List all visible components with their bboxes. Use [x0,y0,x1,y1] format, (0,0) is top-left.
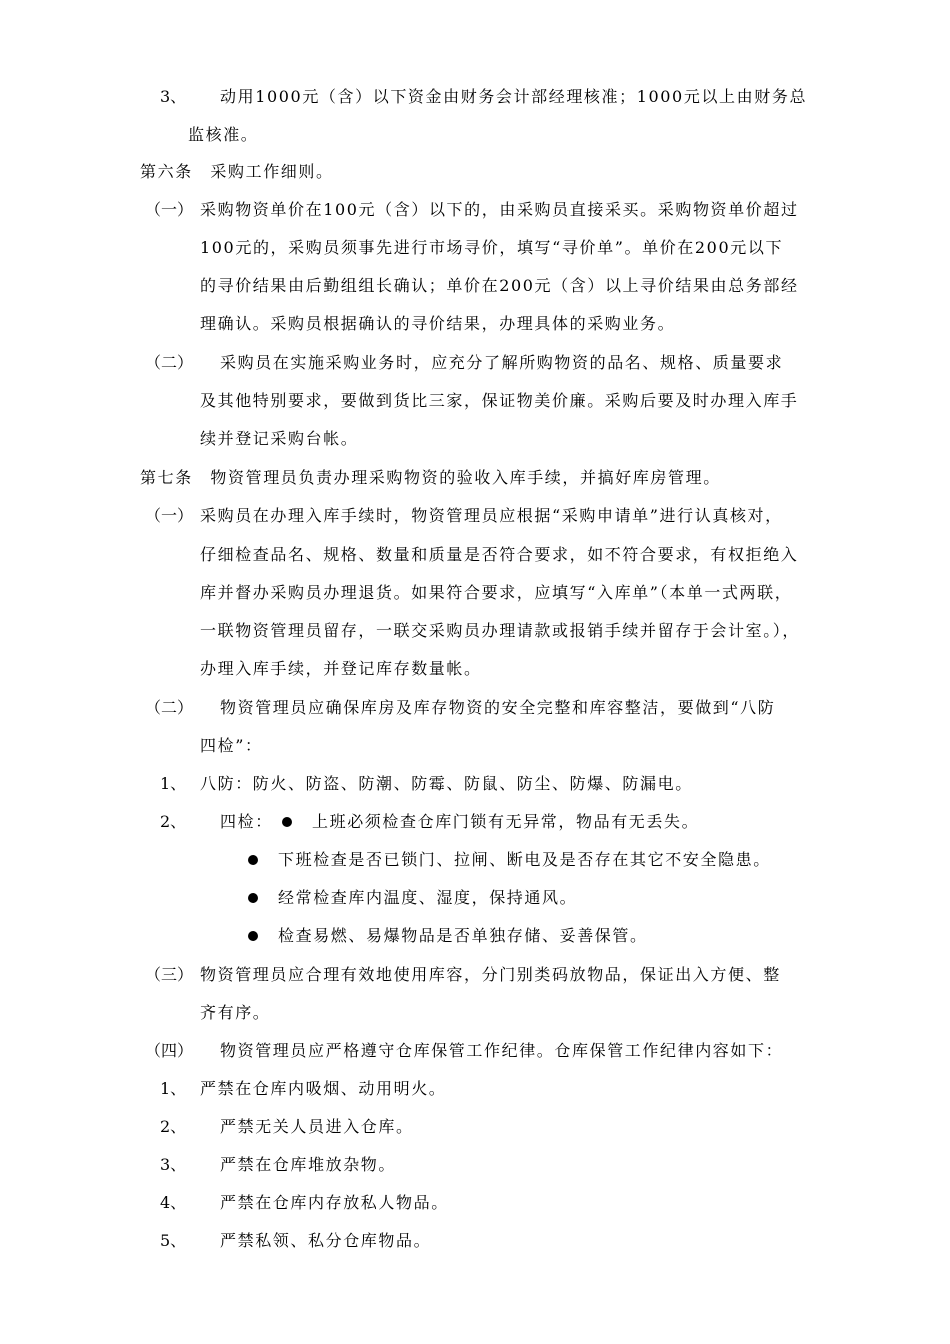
paragraph-line: 续并登记采购台帐。 [200,429,359,448]
rule-text: 严禁无关人员进入仓库。 [220,1117,414,1136]
checklist-label: 四检： [220,812,273,831]
paragraph-line: 的寻价结果由后勤组组长确认；单价在200元（含）以上寻价结果由总务部经 [200,276,799,295]
paragraph-line: 八防：防火、防盗、防潮、防霉、防鼠、防尘、防爆、防漏电。 [200,774,693,793]
rule-text: 严禁私领、私分仓库物品。 [220,1231,432,1250]
rule-text: 严禁在仓库内存放私人物品。 [220,1193,449,1212]
paragraph-line: 库并督办采购员办理退货。如果符合要求，应填写“入库单”（本单一式两联， [200,583,793,602]
paragraph-line: 100元的，采购员须事先进行市场寻价，填写“寻价单”。单价在200元以下 [200,238,784,257]
paragraph-line: 办理入库手续，并登记库存数量帐。 [200,659,482,678]
clause-number: （四） [145,1041,194,1060]
bullet-icon [248,855,258,865]
list-number: 4、 [160,1193,187,1212]
clause-number: （一） [145,200,194,219]
list-number: 5、 [160,1231,187,1250]
paragraph-line: 监核准。 [188,125,259,144]
paragraph-line: 仔细检查品名、规格、数量和质量是否符合要求，如不符合要求，有权拒绝入 [200,545,799,564]
list-number: 2、 [160,812,187,831]
article-heading: 第七条 物资管理员负责办理采购物资的验收入库手续，并搞好库房管理。 [140,468,721,487]
bullet-icon [248,893,258,903]
clause-number: （二） [145,698,194,717]
list-number: 2、 [160,1117,187,1136]
paragraph-line: 采购物资单价在100元（含）以下的，由采购员直接采买。采购物资单价超过 [200,200,799,219]
paragraph-line: 齐有序。 [200,1003,271,1022]
paragraph-line: 理确认。采购员根据确认的寻价结果，办理具体的采购业务。 [200,314,676,333]
clause-number: （二） [145,353,194,372]
list-number: 3、 [160,87,187,106]
article-heading: 第六条 采购工作细则。 [140,162,334,181]
paragraph-line: 物资管理员应合理有效地使用库容，分门别类码放物品，保证出入方便、整 [200,965,781,984]
paragraph-line: 及其他特别要求，要做到货比三家，保证物美价廉。采购后要及时办理入库手 [200,391,799,410]
paragraph-line: 物资管理员应严格遵守仓库保管工作纪律。仓库保管工作纪律内容如下： [220,1041,784,1060]
clause-number: （一） [145,506,194,525]
bullet-text: 下班检查是否已锁门、拉闸、断电及是否存在其它不安全隐患。 [278,850,771,869]
paragraph-line: 物资管理员应确保库房及库存物资的安全完整和库容整洁，要做到“八防 [220,698,776,717]
paragraph-line: 采购员在实施采购业务时，应充分了解所购物资的品名、规格、质量要求 [220,353,784,372]
bullet-text: 上班必须检查仓库门锁有无异常，物品有无丢失。 [312,812,700,831]
list-number: 3、 [160,1155,187,1174]
paragraph-line: 动用1000元（含）以下资金由财务会计部经理核准；1000元以上由财务总 [220,87,808,106]
paragraph-line: 采购员在办理入库手续时，物资管理员应根据“采购申请单”进行认真核对， [200,506,783,525]
bullet-text: 经常检查库内温度、湿度，保持通风。 [278,888,578,907]
rule-text: 严禁在仓库堆放杂物。 [220,1155,397,1174]
bullet-icon [248,931,258,941]
clause-number: （三） [145,965,194,984]
bullet-text: 检查易燃、易爆物品是否单独存储、妥善保管。 [278,926,648,945]
rule-text: 严禁在仓库内吸烟、动用明火。 [200,1079,447,1098]
paragraph-line: 四检”： [200,736,263,755]
bullet-icon [282,817,292,827]
paragraph-line: 一联物资管理员留存，一联交采购员办理请款或报销手续并留存于会计室。）， [200,621,801,640]
list-number: 1、 [160,774,187,793]
list-number: 1、 [160,1079,187,1098]
